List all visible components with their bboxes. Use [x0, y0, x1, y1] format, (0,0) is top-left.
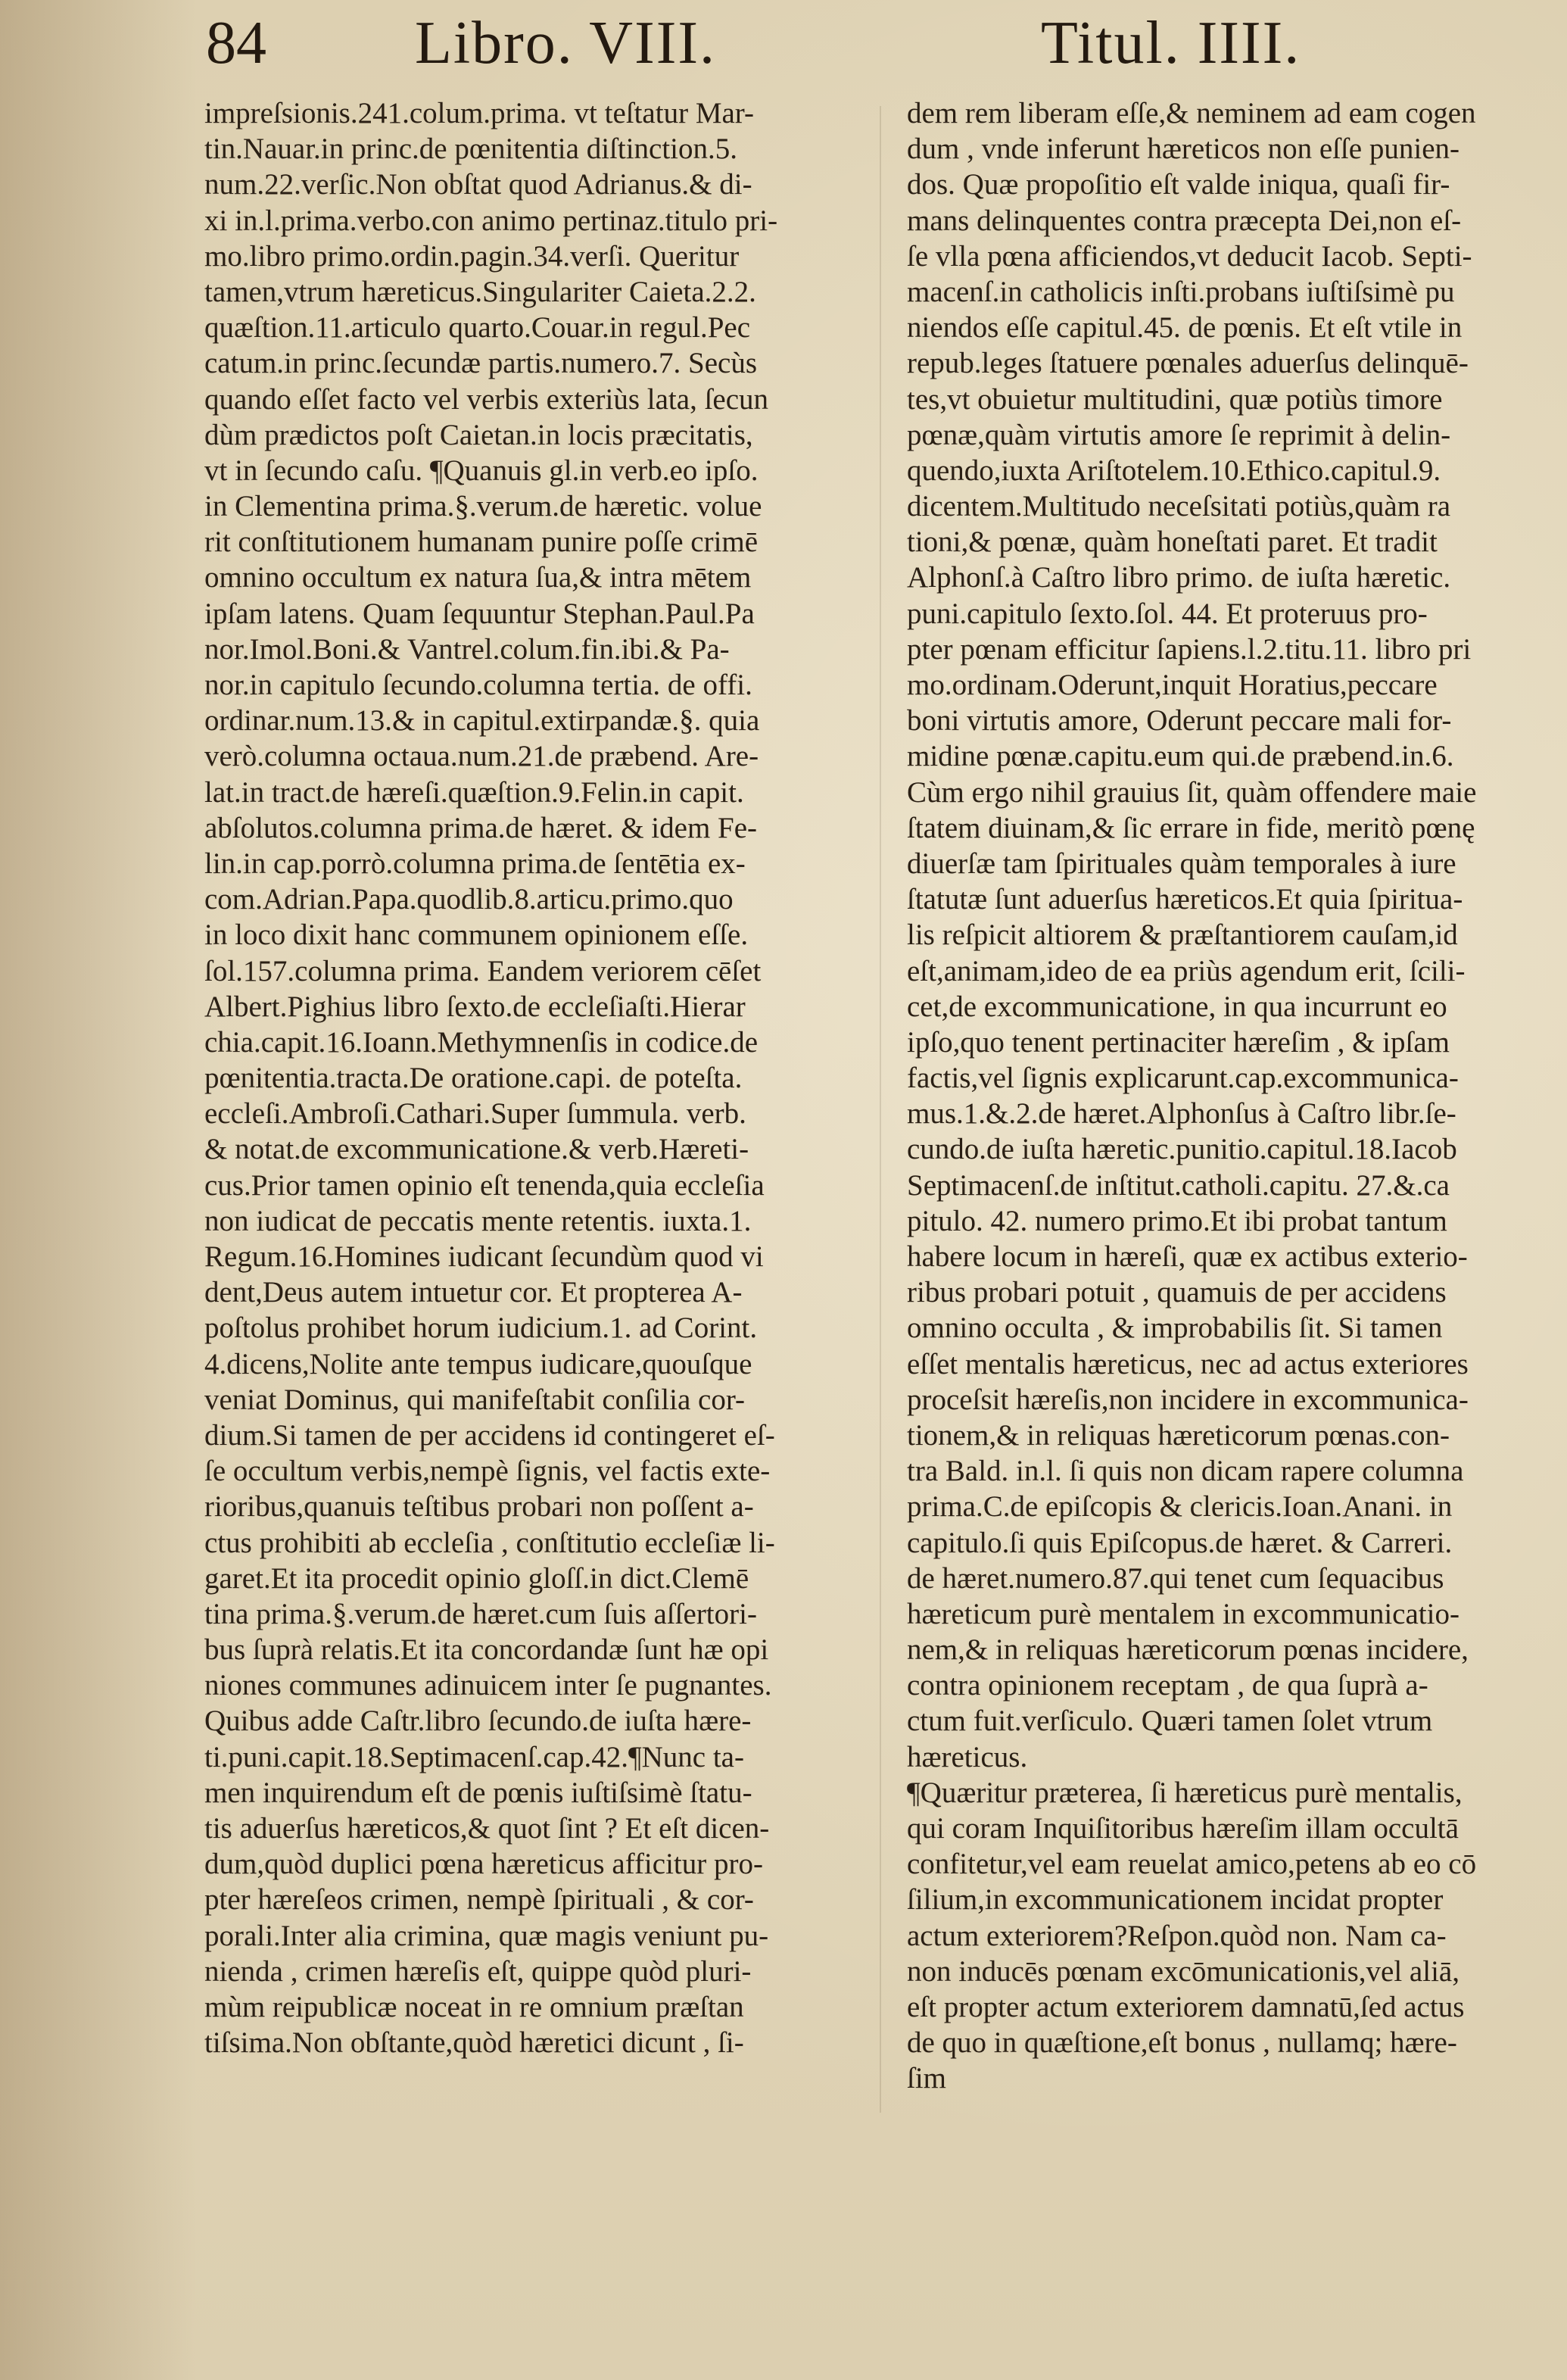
text-line: hæreticus. — [907, 1740, 1028, 1773]
text-line: pitulo. 42. numero primo.Et ibi probat tantum — [907, 1204, 1447, 1237]
text-line: porali.Inter alia crimina, quæ magis veniunt pu- — [204, 1919, 769, 1952]
text-line: ſe occultum verbis,nempè ſignis, vel factis exte- — [204, 1455, 771, 1488]
text-line: num.22.verſic.Non obſtat quod Adrianus.& di- — [204, 168, 752, 201]
text-line: pter hæreſeos crimen, nempè ſpirituali , & cor- — [204, 1883, 754, 1917]
text-line: tis aduerſus hæreticos,& quot ſint ? Et eſt dicen- — [204, 1812, 770, 1845]
text-line: Regum.16.Homines iudicant ſecundùm quod vi — [204, 1240, 764, 1273]
text-line: ſim — [907, 2062, 947, 2095]
text-line: dos. Quæ propoſitio eſt valde iniqua, quaſi fir- — [907, 168, 1450, 201]
text-line: dem rem liberam eſſe,& neminem ad eam cogen — [907, 97, 1476, 129]
text-line: repub.leges ſtatuere pœnales aduerſus delinquē- — [907, 347, 1469, 380]
page-number: 84 — [206, 10, 266, 76]
text-line: proceſsit hæreſis,non incidere in excommunica- — [907, 1383, 1469, 1416]
text-line: dum , vnde inferunt hæreticos non eſſe punien- — [907, 133, 1460, 166]
text-line: ti.puni.capit.18.Septimacenſ.cap.42.¶Nunc ta- — [204, 1740, 744, 1773]
text-line: qui coram Inquiſitoribus hæreſim illam occultā — [907, 1812, 1459, 1845]
text-line: actum exteriorem?Reſpon.quòd non. Nam ca- — [907, 1919, 1447, 1952]
text-line: ſtatutæ ſunt aduerſus hæreticos.Et quia ſpiritua- — [907, 883, 1463, 916]
text-line: contra opinionem receptam , de qua ſuprà a- — [907, 1669, 1428, 1702]
page-header — [0, 0, 1567, 91]
text-line: diuerſæ tam ſpirituales quàm temporales à iure — [907, 847, 1456, 880]
text-line: Quibus adde Caſtr.libro ſecundo.de iuſta hære- — [204, 1705, 752, 1738]
text-line: ſilium,in excommunicationem incidat propter — [907, 1883, 1444, 1917]
text-line: niones communes adinuicem inter ſe pugnantes. — [204, 1669, 772, 1702]
text-line: ſtatem diuinam,& ſic errare in fide, meritò pœnę — [907, 811, 1475, 844]
right-column — [907, 95, 1543, 2097]
text-line: bus ſuprà relatis.Et ita concordandæ ſunt hæ opi — [204, 1633, 769, 1667]
text-line: dicentem.Multitudo neceſsitati potiùs,quàm ra — [907, 490, 1451, 523]
left-column — [204, 95, 855, 2060]
text-line: lis reſpicit altiorem & præſtantiorem cauſam,id — [907, 919, 1458, 952]
text-line: mo.libro primo.ordin.pagin.34.verſi. Queritur — [204, 239, 740, 273]
text-line: prima.C.de epiſcopis & clericis.Ioan.Anani. in — [907, 1490, 1453, 1524]
text-line: mans delinquentes contra præcepta Dei,non eſ- — [907, 204, 1462, 237]
text-line: dùm prædictos poſt Caietan.in locis præcitatis, — [204, 418, 753, 451]
text-line: rioribus,quanuis teſtibus probari non poſſent a- — [204, 1490, 754, 1524]
text-line: de hæret.numero.87.qui tenet cum ſequacibus — [907, 1561, 1444, 1595]
text-line: poſtolus prohibet horum iudicium.1. ad Corint. — [204, 1312, 758, 1345]
text-line: rit conſtitutionem humanam punire poſſe crimē — [204, 526, 759, 559]
text-line: factis,vel ſignis explicarunt.cap.excommunica- — [907, 1062, 1459, 1095]
text-line: chia.capit.16.Ioann.Methymnenſis in codice.de — [204, 1025, 759, 1059]
text-line: vt in ſecundo caſu. ¶Quanuis gl.in verb.eo ipſo. — [204, 454, 759, 487]
text-line: lat.in tract.de hæreſi.quæſtion.9.Felin.in capit. — [204, 775, 744, 809]
text-line: tina prima.§.verum.de hæret.cum ſuis aſſertori- — [204, 1597, 757, 1630]
text-line: tra Bald. in.l. ſi quis non dicam rapere columna — [907, 1455, 1464, 1488]
text-line: abſolutos.columna prima.de hæret. & idem Fe- — [204, 811, 758, 844]
text-line: cundo.de iuſta hæretic.punitio.capitul.18.Iacob — [907, 1133, 1457, 1166]
text-line: in Clementina prima.§.verum.de hæretic. volue — [204, 490, 762, 523]
text-line: dium.Si tamen de per accidens id contingeret eſ- — [204, 1418, 775, 1452]
text-line: ordinar.num.13.& in capitul.extirpandæ.§. quia — [204, 704, 760, 738]
text-line: lin.in cap.porrò.columna prima.de ſentētia ex- — [204, 847, 746, 880]
text-line: catum.in princ.ſecundæ partis.numero.7. Secùs — [204, 347, 757, 380]
text-line: tamen,vtrum hæreticus.Singulariter Caieta.2.2. — [204, 275, 756, 308]
text-line: tes,vt obuietur multitudini, quæ potiùs timore — [907, 382, 1443, 416]
text-line: dent,Deus autem intuetur cor. Et propterea A- — [204, 1276, 743, 1309]
text-line: omnino occulta , & improbabilis ſit. Si tamen — [907, 1312, 1443, 1345]
running-head-title: Titul. IIII. — [1041, 10, 1301, 76]
text-line: mus.1.&.2.de hæret.Alphonſus à Caſtro libr.ſe- — [907, 1097, 1456, 1131]
text-line: nem,& in reliquas hæreticorum pœnas incidere, — [907, 1633, 1469, 1667]
text-line: ipſam latens. Quam ſequuntur Stephan.Paul.Pa — [204, 597, 755, 630]
text-line: verò.columna octaua.num.21.de præbend. Are- — [204, 740, 759, 773]
text-line: omnino occultum ex natura ſua,& intra mētem — [204, 561, 752, 594]
text-line: macenſ.in catholicis inſti.probans iuſtiſsimè pu — [907, 275, 1455, 308]
text-line: tiſsima.Non obſtante,quòd hæretici dicunt , ſi- — [204, 2026, 744, 2060]
text-line: pœnæ,quàm virtutis amore ſe reprimit à delin- — [907, 418, 1451, 451]
running-head-book: Libro. VIII. — [415, 10, 716, 76]
text-line: ctum fuit.verſiculo. Quæri tamen ſolet vtrum — [907, 1705, 1433, 1738]
text-line: pter pœnam efficitur ſapiens.l.2.titu.11. libro pri — [907, 632, 1472, 666]
text-line: tionem,& in reliquas hæreticorum pœnas.con- — [907, 1418, 1450, 1452]
text-line: quendo,iuxta Ariſtotelem.10.Ethico.capitul.9. — [907, 454, 1441, 487]
text-line: tin.Nauar.in princ.de pœnitentia diſtinction.5. — [204, 133, 738, 166]
column-gutter — [880, 106, 881, 2113]
text-line: ipſo,quo tenent pertinaciter hæreſim , & ipſam — [907, 1025, 1450, 1059]
text-line: niendos eſſe capitul.45. de pœnis. Et eſt vtile in — [907, 311, 1463, 345]
text-line: com.Adrian.Papa.quodlib.8.articu.primo.quo — [204, 883, 734, 916]
text-line: Septimacenſ.de inſtitut.catholi.capitu. 27.&.ca — [907, 1168, 1450, 1202]
text-line: habere locum in hæreſi, quæ ex actibus exterio- — [907, 1240, 1468, 1273]
text-line: puni.capitulo ſexto.ſol. 44. Et proteruus pro- — [907, 597, 1428, 630]
text-line: eſſet mentalis hæreticus, nec ad actus exteriores — [907, 1347, 1469, 1380]
text-line: non iudicat de peccatis mente retentis. iuxta.1. — [204, 1204, 752, 1237]
text-line: quæſtion.11.articulo quarto.Couar.in regul.Pec — [204, 311, 751, 345]
text-line: Cùm ergo nihil grauius ſit, quàm offendere maie — [907, 775, 1477, 809]
text-line: de quo in quæſtione,eſt bonus , nullamq; hære- — [907, 2026, 1457, 2060]
text-line: 4.dicens,Nolite ante tempus iudicare,quouſque — [204, 1347, 752, 1380]
text-line: nienda , crimen hæreſis eſt, quippe quòd pluri- — [204, 1954, 752, 1988]
text-line: quando eſſet facto vel verbis exteriùs lata, ſecun — [204, 382, 769, 416]
text-line: garet.Et ita procedit opinio gloſſ.in dict.Clemē — [204, 1561, 749, 1595]
text-line: eſt,animam,ideo de ea priùs agendum erit, ſcili- — [907, 954, 1466, 987]
text-line: mo.ordinam.Oderunt,inquit Horatius,peccare — [907, 669, 1438, 701]
text-line: ſol.157.columna prima. Eandem veriorem cēſet — [204, 954, 762, 987]
text-line: xi in.l.prima.verbo.con animo pertinaz.titulo pri- — [204, 204, 778, 237]
page-edge-stain — [0, 0, 197, 2380]
text-line: non inducēs pœnam excōmunicationis,vel aliā, — [907, 1954, 1460, 1988]
text-line: pœnitentia.tracta.De oratione.capi. de poteſta. — [204, 1062, 743, 1095]
text-line: mùm reipublicæ noceat in re omnium præſtan — [204, 1990, 744, 2023]
text-line: eccleſi.Ambroſi.Cathari.Super ſummula. verb. — [204, 1097, 746, 1131]
text-line: capitulo.ſi quis Epiſcopus.de hæret. & Carreri. — [907, 1526, 1453, 1559]
text-line: midine pœnæ.capitu.eum qui.de præbend.in.6. — [907, 740, 1454, 773]
text-line: cus.Prior tamen opinio eſt tenenda,quia eccleſia — [204, 1168, 765, 1202]
text-line: boni virtutis amore, Oderunt peccare mali for- — [907, 704, 1452, 738]
text-line: ſe vlla pœna afficiendos,vt deducit Iacob. Septi- — [907, 239, 1472, 273]
text-line: & notat.de excommunicatione.& verb.Hæreti- — [204, 1133, 749, 1166]
text-line: in loco dixit hanc communem opinionem eſſe. — [204, 919, 749, 952]
text-line: nor.Imol.Boni.& Vantrel.colum.fin.ibi.& Pa- — [204, 632, 730, 666]
text-line: nor.in capitulo ſecundo.columna tertia. de offi. — [204, 669, 752, 701]
text-line: confitetur,vel eam reuelat amico,petens ab eo cō — [907, 1848, 1477, 1881]
text-line: ctus prohibiti ab eccleſia , conſtitutio eccleſiæ li- — [204, 1526, 775, 1559]
text-line: men inquirendum eſt de pœnis iuſtiſsimè ſtatu- — [204, 1776, 752, 1809]
text-line: dum,quòd duplici pœna hæreticus afficitur pro- — [204, 1848, 763, 1881]
text-line: ribus probari potuit , quamuis de per accidens — [907, 1276, 1447, 1309]
text-line: eſt propter actum exteriorem damnatū,ſed actus — [907, 1990, 1465, 2023]
text-line: ¶Quæritur præterea, ſi hæreticus purè mentalis, — [907, 1776, 1463, 1809]
text-line: cet,de excommunicatione, in qua incurrunt eo — [907, 990, 1447, 1023]
text-line: Albert.Pighius libro ſexto.de eccleſiaſti.Hierar — [204, 990, 746, 1023]
text-line: hæreticum purè mentalem in excommunicatio- — [907, 1597, 1460, 1630]
text-line: tioni,& pœnæ, quàm honeſtati paret. Et tradit — [907, 526, 1438, 559]
text-line: impreſsionis.241.colum.prima. vt teſtatur Mar- — [204, 97, 754, 129]
text-line: veniat Dominus, qui manifeſtabit conſilia cor- — [204, 1383, 746, 1416]
text-line: Alphonſ.à Caſtro libro primo. de iuſta hæretic. — [907, 561, 1451, 594]
